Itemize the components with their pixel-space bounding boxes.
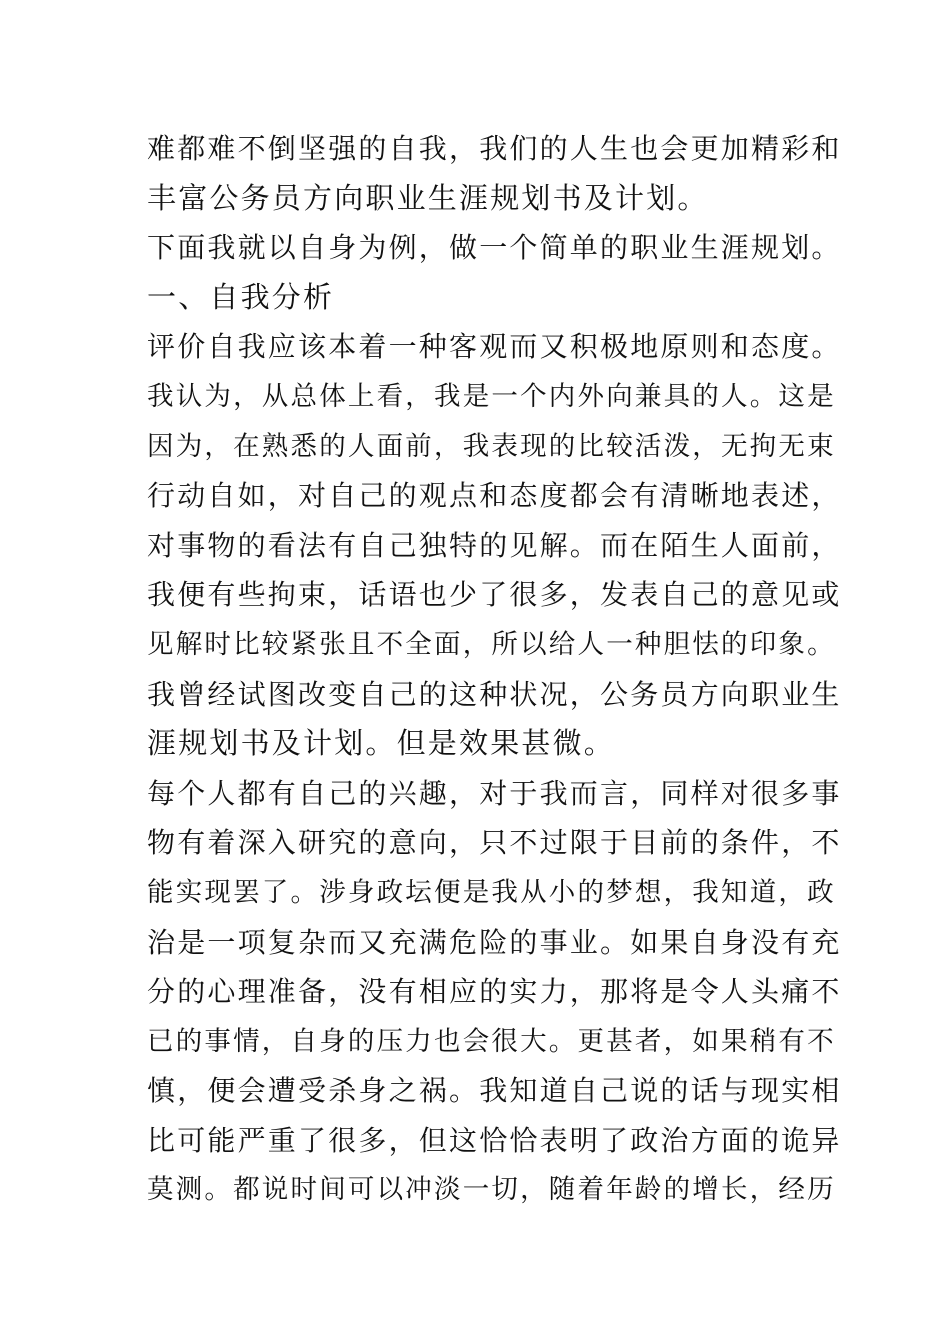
text-line: 我认为，从总体上看，我是一个内外向兼具的人。这是 <box>147 380 836 412</box>
text-line: 丰富公务员方向职业生涯规划书及计划。 <box>147 180 709 215</box>
text-line: 物有着深入研究的意向，只不过限于目前的条件，不 <box>147 826 842 860</box>
body-text <box>147 124 847 1215</box>
section-heading: 一、自我分析 <box>147 279 335 314</box>
text-line: 见解时比较紧张且不全面，所以给人一种胆怯的印象。 <box>147 628 836 660</box>
text-line: 对事物的看法有自己独特的见解。而在陌生人面前， <box>147 528 842 562</box>
text-line: 莫测。都说时间可以冲淡一切，随着年龄的增长，经历 <box>147 1174 836 1206</box>
text-line: 已的事情，自身的压力也会很大。更甚者，如果稍有不 <box>147 1025 836 1057</box>
text-line: 涯规划书及计划。但是效果甚微。 <box>147 726 616 761</box>
text-line: 下面我就以自身为例，做一个简单的职业生涯规划。 <box>147 231 842 265</box>
text-line: 我便有些拘束，话语也少了很多，发表自己的意见或 <box>147 578 842 612</box>
text-line: 每个人都有自己的兴趣，对于我而言，同样对很多事 <box>147 776 842 810</box>
text-line: 慎，便会遭受杀身之祸。我知道自己说的话与现实相 <box>147 1074 842 1108</box>
text-line: 因为，在熟悉的人面前，我表现的比较活泼，无拘无束 <box>147 430 836 462</box>
text-line: 难都难不倒坚强的自我，我们的人生也会更加精彩和 <box>147 132 842 165</box>
text-line: 评价自我应该本着一种客观而又积极地原则和态度。 <box>147 330 842 364</box>
text-line: 比可能严重了很多，但这恰恰表明了政治方面的诡异 <box>147 1123 842 1157</box>
text-line: 能实现罢了。涉身政坛便是我从小的梦想，我知道，政 <box>147 876 836 908</box>
text-line: 分的心理准备，没有相应的实力，那将是令人头痛不 <box>147 975 842 1009</box>
text-line: 治是一项复杂而又充满危险的事业。如果自身没有充 <box>147 925 842 959</box>
text-line: 行动自如，对自己的观点和态度都会有清晰地表述， <box>147 479 842 513</box>
text-line: 我曾经试图改变自己的这种状况，公务员方向职业生 <box>147 677 842 711</box>
